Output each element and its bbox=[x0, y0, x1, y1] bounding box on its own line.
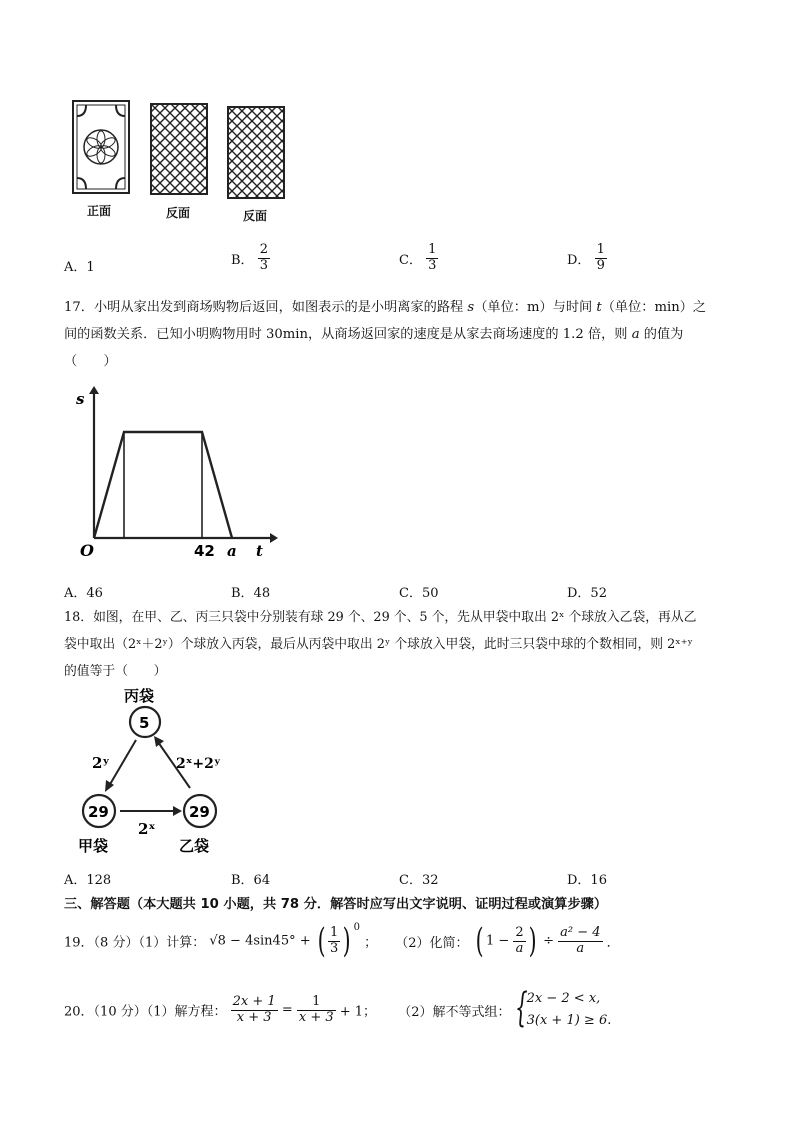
q17-option-d[interactable]: D．52 bbox=[567, 586, 607, 601]
crosshatch-pattern-icon bbox=[150, 103, 208, 195]
q17-line3: （ ） bbox=[64, 354, 117, 369]
y-axis-label: s bbox=[76, 390, 85, 408]
tick-42: 42 bbox=[194, 542, 215, 560]
inequality-system: { 2x − 2 < x, 3(x + 1) ≥ 6. bbox=[514, 985, 612, 1031]
q18-option-d[interactable]: D．16 bbox=[567, 873, 607, 888]
edge-b-to-c-label: 2ˣ+2ʸ bbox=[176, 756, 221, 772]
bag-b-count: 29 bbox=[189, 803, 210, 821]
right-paren: ) bbox=[528, 921, 537, 961]
q20-line: 20．（10 分）（1）解方程： $\frac{2x + 1}{x + 3}$ = $\frac{1}{x + 3}$ + 1； （2）解不等式组： { 2x − 2 < x, 3(x + 1) ≥ 6. bbox=[64, 985, 612, 1031]
card-back-1-label: 反面 bbox=[166, 206, 191, 220]
section-3-heading: 三、解答题（本大题共 10 小题，共 78 分．解答时应写出文字说明、证明过程或演算步骤） bbox=[64, 897, 608, 912]
card-front bbox=[72, 100, 130, 194]
q19-line: 19．（8 分）（1）计算： √8 − 4sin45° + ( $\frac{1}{3}$ ) $^0$ ； （2）化简： ( 1 − $\frac{2}{a}$ ) ÷ $\frac{\text{a² − 4}}{a}$ ． bbox=[64, 921, 620, 961]
q16-option-a[interactable]: A．1 bbox=[64, 260, 95, 275]
origin-label: O bbox=[80, 541, 94, 560]
card-back-1 bbox=[150, 103, 208, 195]
q16-option-d[interactable]: D． $\frac{1}{9}$ bbox=[567, 242, 605, 273]
fraction: $\frac{\text{a² − 4}}{a}$ bbox=[560, 924, 601, 956]
fraction: $\frac{1}{9}$ bbox=[596, 242, 605, 273]
bag-a-label: 甲袋 bbox=[78, 837, 109, 855]
fraction: $\frac{1}{3}$ bbox=[330, 924, 339, 956]
q16-option-b[interactable]: B． $\frac{2}{3}$ bbox=[231, 242, 268, 273]
fraction: $\frac{2x + 1}{x + 3}$ bbox=[232, 993, 276, 1025]
bag-b-label: 乙袋 bbox=[179, 837, 210, 855]
right-paren: ) bbox=[342, 921, 351, 961]
brace-icon: { bbox=[514, 985, 528, 1031]
q17-option-b[interactable]: B．48 bbox=[231, 586, 271, 601]
edge-c-to-a-label: 2ʸ bbox=[92, 754, 110, 772]
fraction: $\frac{2}{a}$ bbox=[515, 924, 524, 956]
bag-c-label: 丙袋 bbox=[124, 687, 155, 705]
card-back-2-label: 反面 bbox=[243, 209, 268, 223]
tick-a: a bbox=[227, 542, 237, 560]
q17-option-a[interactable]: A．46 bbox=[64, 586, 103, 601]
q18-option-c[interactable]: C．32 bbox=[399, 873, 439, 888]
q16-option-c[interactable]: C． $\frac{1}{3}$ bbox=[399, 242, 437, 273]
q17-option-c[interactable]: C．50 bbox=[399, 586, 439, 601]
q18-line3: 的值等于（ ） bbox=[64, 664, 167, 679]
q18-option-b[interactable]: B．64 bbox=[231, 873, 271, 888]
edge-a-to-b-label: 2ˣ bbox=[138, 820, 156, 838]
q18-line2: 袋中取出（2ˣ＋2ʸ）个球放入丙袋，最后从丙袋中取出 2ʸ 个球放入甲袋，此时三只袋中球的个数相同，则 2ˣ⁺ʸ bbox=[64, 637, 693, 652]
x-axis-label: t bbox=[256, 542, 263, 560]
q17-text bbox=[64, 294, 734, 375]
fraction: $\frac{1}{3}$ bbox=[428, 242, 437, 273]
flower-pattern-icon bbox=[74, 102, 128, 192]
crosshatch-pattern-icon bbox=[227, 106, 285, 199]
q18-line1: 18．如图，在甲、乙、丙三只袋中分别装有球 29 个、29 个、5 个，先从甲袋中取出 2ˣ 个球放入乙袋，再从乙 bbox=[64, 610, 697, 625]
left-paren: ( bbox=[317, 921, 326, 961]
card-front-label: 正面 bbox=[87, 204, 112, 218]
bag-a-count: 29 bbox=[88, 803, 109, 821]
q17-line2: 间的函数关系．已知小明购物用时 30min，从商场返回家的速度是从家去商场速度的 1.2 倍，则 a 的值为 bbox=[64, 327, 684, 342]
q17-line1: 17．小明从家出发到商场购物后返回，如图表示的是小明离家的路程 s（单位：m）与时间 t（单位：min）之 bbox=[64, 300, 707, 315]
q18-text bbox=[64, 604, 734, 685]
left-paren: ( bbox=[475, 921, 484, 961]
q17-distance-time-graph bbox=[72, 380, 282, 570]
q18-bag-diagram bbox=[72, 684, 252, 860]
bag-c-count: 5 bbox=[139, 714, 150, 732]
fraction: $\frac{1}{x + 3}$ bbox=[298, 993, 334, 1025]
q18-option-a[interactable]: A．128 bbox=[64, 873, 112, 888]
fraction: $\frac{2}{3}$ bbox=[259, 242, 268, 273]
card-back-2 bbox=[227, 106, 285, 199]
